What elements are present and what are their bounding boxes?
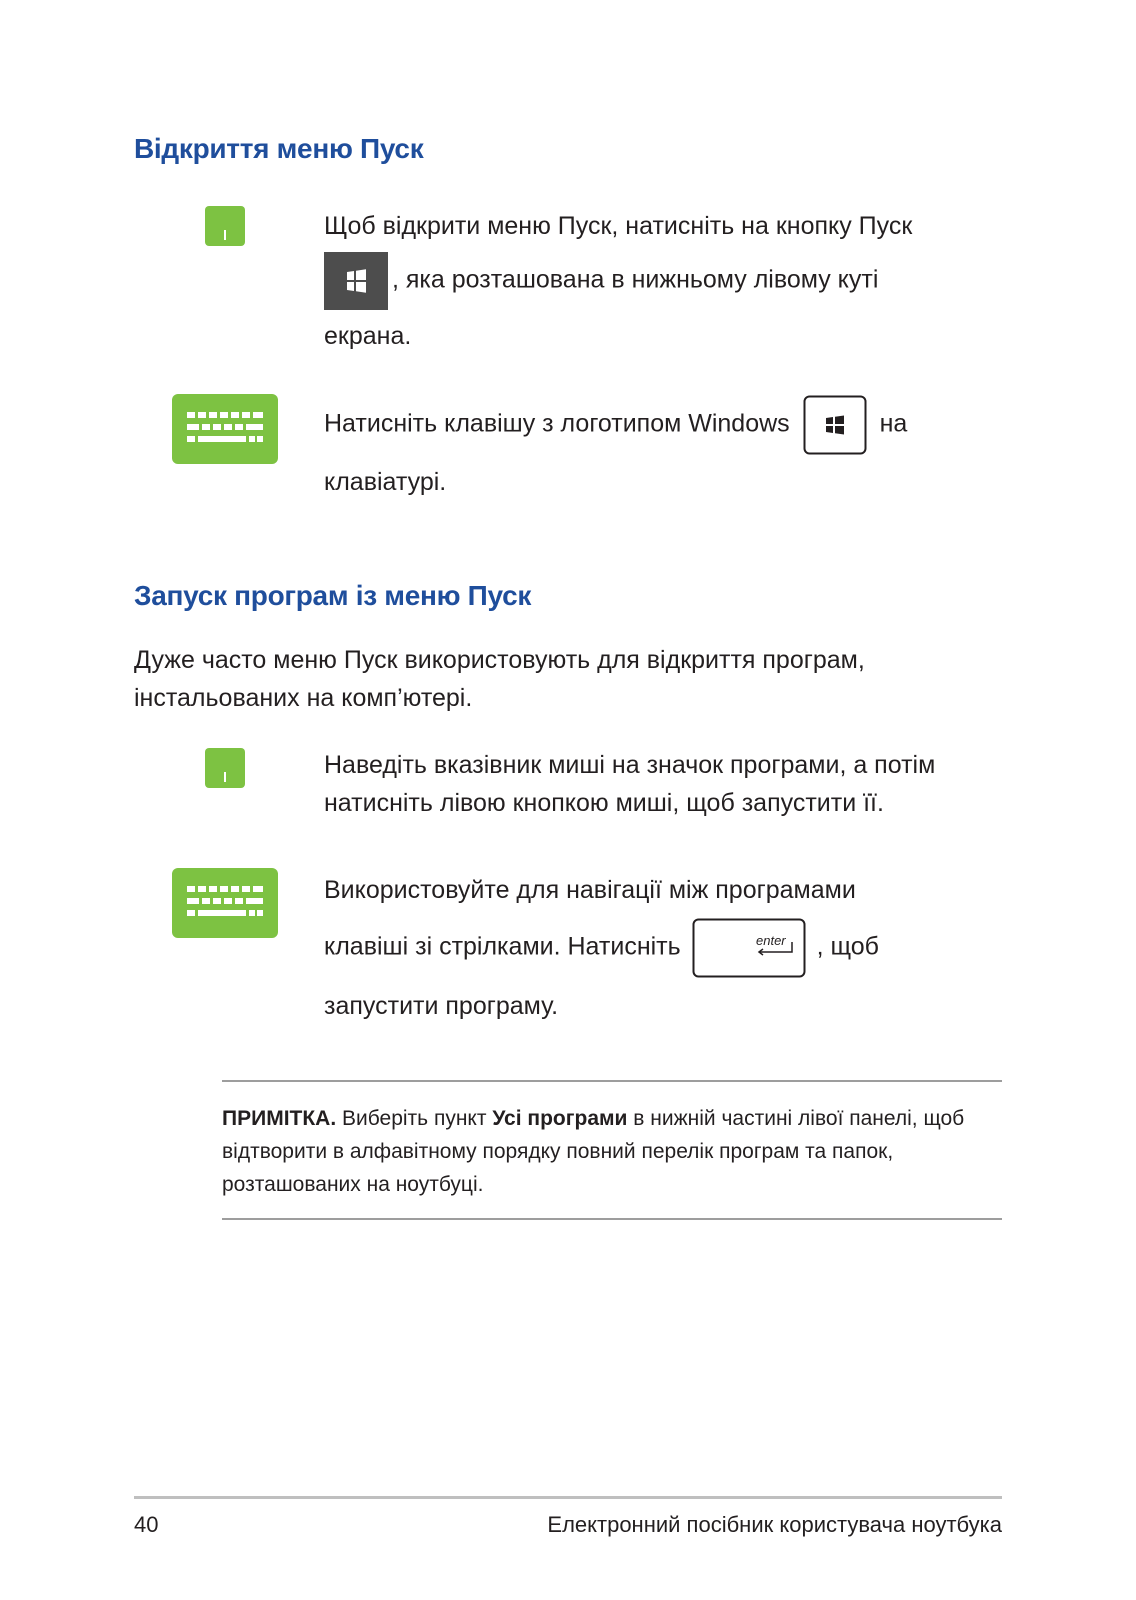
touchpad-icon — [205, 206, 245, 251]
footer-title: Електронний посібник користувача ноутбука — [547, 1512, 1002, 1537]
touchpad-text-c: екрана. — [324, 322, 412, 350]
note-box — [222, 1102, 1002, 1201]
keyboard-launch-text-b: клавіші зі стрілками. Натисніть — [324, 932, 681, 961]
touchpad-instruction-start — [324, 200, 1004, 362]
keyboard-text-a: Натисніть клавішу з логотипом Windows — [324, 409, 790, 438]
keyboard-instruction-start — [324, 395, 1004, 509]
note-label: ПРИМІТКА. — [222, 1107, 337, 1130]
windows-key-icon — [803, 395, 867, 455]
enter-key-icon — [692, 918, 806, 978]
touchpad-text-b: , яка розташована в нижньому лівому куті — [392, 265, 879, 294]
keyboard-launch-text-a: Використовуйте для навігації між програмами — [324, 876, 856, 904]
note-bold-item: Усі програми — [492, 1107, 628, 1130]
page-number: 40 — [134, 1512, 159, 1537]
windows-start-icon — [324, 252, 388, 310]
note-text-a: Виберіть пункт — [336, 1107, 493, 1130]
enter-key-label: enter — [755, 933, 786, 948]
footer-rule — [134, 1496, 1002, 1499]
keyboard-text-b: на — [879, 409, 908, 438]
touchpad-icon — [205, 748, 245, 793]
note-text-b: в нижній частині лівої панелі, щоб відтворити в алфавітному порядку повний перелік програм та папок, розташованих на ноутбуці. — [222, 1107, 965, 1196]
keyboard-launch-text-d: запустити програму. — [324, 992, 559, 1020]
keyboard-icon — [172, 394, 278, 469]
touchpad-instruction-launch: Наведіть вказівник миші на значок програми, а потім натисніть лівою кнопкою миші, щоб запустити її. — [324, 751, 936, 817]
keyboard-launch-text-c: , щоб — [816, 932, 879, 961]
keyboard-text-c: клавіатурі. — [324, 468, 447, 496]
note-bottom-rule — [222, 1218, 1002, 1220]
keyboard-icon — [172, 868, 278, 943]
touchpad-text-a: Щоб відкрити меню Пуск, натисніть на кнопку Пуск — [324, 212, 913, 240]
intro-paragraph: Дуже часто меню Пуск використовують для відкриття програм, інстальованих на комп’ютері. — [134, 646, 865, 712]
section-heading-open-start: Відкриття меню Пуск — [134, 133, 424, 164]
note-top-rule — [222, 1080, 1002, 1082]
keyboard-instruction-launch — [324, 862, 1004, 1034]
section-heading-launch-apps: Запуск програм із меню Пуск — [134, 580, 532, 611]
